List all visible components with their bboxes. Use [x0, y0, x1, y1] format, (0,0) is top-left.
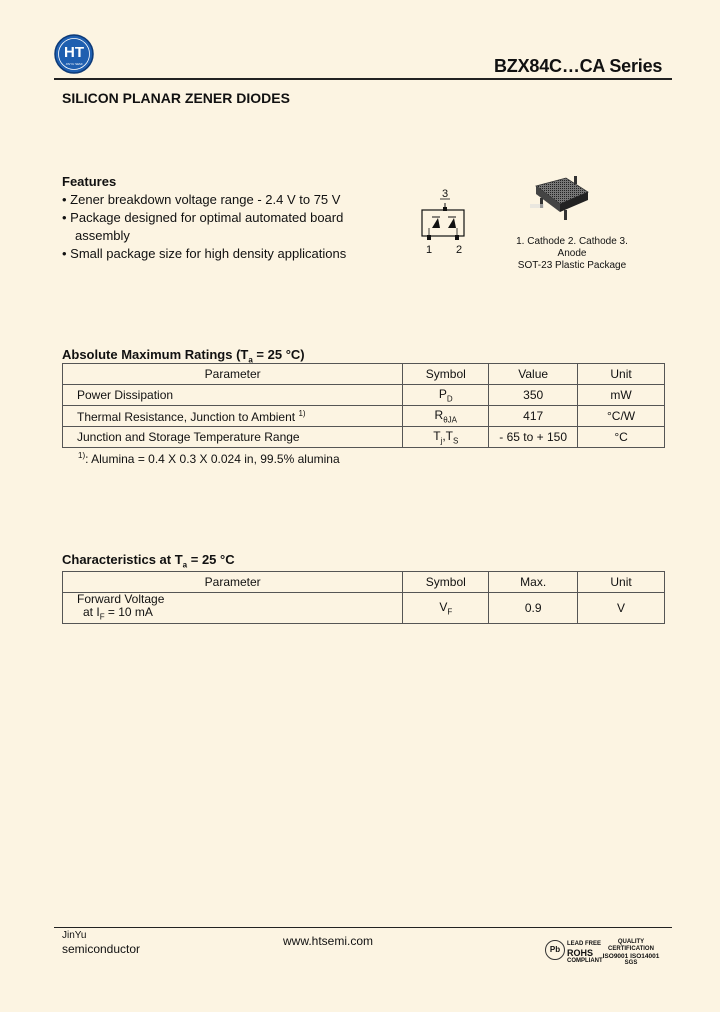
parameter-cell: Thermal Resistance, Junction to Ambient $^{1)}$	[63, 406, 403, 427]
column-header: Symbol	[403, 572, 489, 593]
pin-2-label: 2	[455, 244, 463, 256]
page-subtitle: SILICON PLANAR ZENER DIODES	[62, 90, 290, 106]
max-cell: 0.9	[489, 593, 578, 624]
table-row	[63, 406, 665, 427]
unit-cell: V	[578, 593, 665, 624]
unit-cell: mW	[578, 385, 665, 406]
feature-item: • Zener breakdown voltage range - 2.4 V to 75 V	[62, 192, 341, 207]
ratings-heading: Absolute Maximum Ratings ($T_a = 25$ °C)	[62, 347, 305, 365]
symbol-cell: $T_j,T_S$	[403, 427, 489, 448]
characteristics-heading: Characteristics at $T_a = 25$ °C	[62, 552, 235, 570]
parameter-cell: Forward Voltage at $I_F = 10$ mA	[63, 593, 403, 624]
table-footnote: $^{1)}$: Alumina = 0.4 X 0.3 X 0.024 in, 99.5% alumina	[78, 451, 340, 466]
quality-certification: QUALITY CERTIFICATION ISO9001 ISO14001 SGS	[602, 939, 660, 966]
series-title: BZX84C…CA Series	[494, 56, 663, 76]
column-header: Max.	[489, 572, 578, 593]
table-header-row	[63, 364, 665, 385]
sot23-package-image	[526, 174, 596, 222]
ratings-table	[62, 363, 665, 448]
website-link[interactable]: www.htsemi.com	[283, 934, 374, 948]
symbol-cell: $P_D$	[403, 385, 489, 406]
logo-text: HT	[64, 44, 84, 61]
company-name: JinYu	[62, 930, 87, 941]
parameter-cell: Junction and Storage Temperature Range	[63, 427, 403, 448]
pb-free-icon: Pb	[545, 940, 565, 960]
column-header: Symbol	[403, 364, 489, 385]
value-cell: 417	[489, 406, 578, 427]
header-divider	[54, 78, 672, 80]
value-cell: - 65 to + 150	[489, 427, 578, 448]
column-header: Parameter	[63, 572, 403, 593]
package-caption	[502, 236, 642, 272]
value-cell: 350	[489, 385, 578, 406]
feature-item: • Small package size for high density applications	[62, 246, 347, 261]
table-header-row	[63, 572, 665, 593]
company-type: semiconductor	[62, 942, 141, 956]
column-header: Value	[489, 364, 578, 385]
symbol-cell: $V_F$	[403, 593, 489, 624]
column-header: Parameter	[63, 364, 403, 385]
package-type: SOT-23 Plastic Package	[517, 260, 627, 271]
footer-divider	[54, 927, 672, 928]
feature-item: assembly	[75, 228, 130, 243]
symbol-cell: $R_{\theta JA}$	[403, 406, 489, 427]
parameter-cell: Power Dissipation	[63, 385, 403, 406]
characteristics-table	[62, 571, 665, 624]
column-header: Unit	[578, 572, 665, 593]
unit-cell: °C/W	[578, 406, 665, 427]
rohs-badge: LEAD FREE ROHS COMPLIANT	[567, 941, 603, 964]
pin-3-label: 3	[441, 188, 449, 200]
pinout-diagram	[418, 186, 474, 258]
features-heading: Features	[62, 174, 117, 189]
logo-subtext: JINYU SEMI	[65, 62, 83, 66]
pin-1-label: 1	[425, 244, 433, 256]
column-header: Unit	[578, 364, 665, 385]
table-row	[63, 427, 665, 448]
table-row	[63, 385, 665, 406]
table-row	[63, 593, 665, 624]
company-logo	[54, 34, 94, 74]
unit-cell: °C	[578, 427, 665, 448]
feature-item: • Package designed for optimal automated board	[62, 210, 344, 225]
pin-assignment: 1. Cathode 2. Cathode 3. Anode	[516, 236, 628, 259]
